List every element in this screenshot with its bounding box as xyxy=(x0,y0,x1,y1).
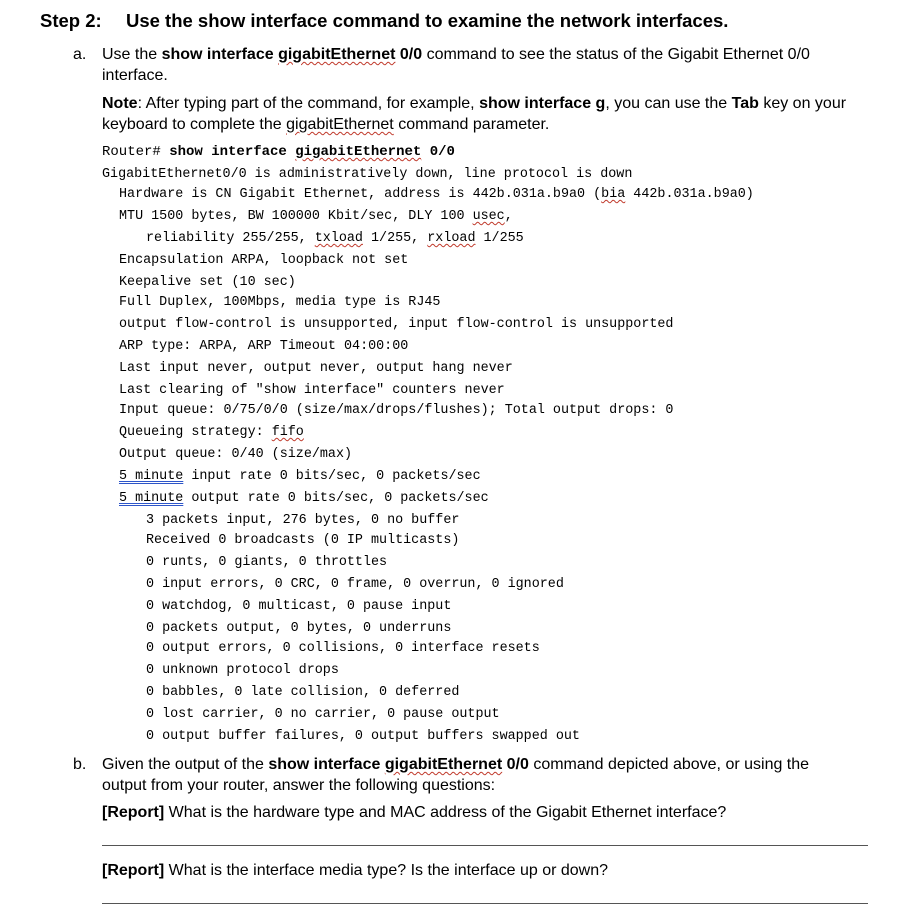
terminal-line: 3 packets input, 276 bytes, 0 no buffer xyxy=(146,513,460,528)
step-title: Use the show interface command to examine the network interfaces. xyxy=(125,10,729,31)
terminal-line: Last input never, output never, output hang never xyxy=(119,361,513,376)
terminal-line: 0 watchdog, 0 multicast, 0 pause input xyxy=(146,599,452,614)
report-tag: [Report] xyxy=(102,862,165,879)
note-label: Note xyxy=(102,95,138,112)
terminal-line: Encapsulation ARPA, loopback not set xyxy=(119,253,409,268)
report-tag: [Report] xyxy=(102,804,165,821)
terminal-line: ARP type: ARPA, ARP Timeout 04:00:00 xyxy=(119,339,409,354)
terminal-line: output flow-control is unsupported, input flow-control is unsupported xyxy=(119,317,674,332)
terminal-line: 0 unknown protocol drops xyxy=(146,663,339,678)
terminal-line: Received 0 broadcasts (0 IP multicasts) xyxy=(146,533,460,548)
terminal-line: 5 minute input rate 0 bits/sec, 0 packets/sec xyxy=(119,469,481,484)
terminal-line: 0 lost carrier, 0 no carrier, 0 pause output xyxy=(146,707,500,722)
part-b-marker: b. xyxy=(73,756,87,773)
inline-command-param: gigabitEthernet xyxy=(278,46,396,63)
report-question-2: [Report] What is the interface media type? Is the interface up or down? xyxy=(102,862,609,879)
answer-line-2[interactable] xyxy=(102,903,868,904)
terminal-line: MTU 1500 bytes, BW 100000 Kbit/sec, DLY 100 usec, xyxy=(119,209,513,224)
answer-line-1[interactable] xyxy=(102,845,868,846)
terminal-line: 0 input errors, 0 CRC, 0 frame, 0 overrun, 0 ignored xyxy=(146,577,564,592)
terminal-line: Last clearing of "show interface" counters never xyxy=(119,383,505,398)
terminal-line: Hardware is CN Gigabit Ethernet, address is 442b.031a.b9a0 (bia 442b.031a.b9a0) xyxy=(119,187,754,202)
terminal-line: 5 minute output rate 0 bits/sec, 0 packets/sec xyxy=(119,491,489,506)
part-a-marker: a. xyxy=(73,46,87,63)
report-question-1: [Report] What is the hardware type and MAC address of the Gigabit Ethernet interface? xyxy=(102,804,727,821)
terminal-line: Keepalive set (10 sec) xyxy=(119,275,296,290)
terminal-line: Queueing strategy: fifo xyxy=(119,425,304,440)
step-label: Step 2: xyxy=(40,10,102,31)
terminal-line: 0 babbles, 0 late collision, 0 deferred xyxy=(146,685,460,700)
terminal-line: 0 packets output, 0 bytes, 0 underruns xyxy=(146,621,452,636)
terminal-prompt: Router# xyxy=(102,144,161,160)
part-a-line-2: interface. xyxy=(102,67,168,84)
note-line-2: keyboard to complete the gigabitEthernet command parameter. xyxy=(102,116,550,133)
terminal-line: 0 output buffer failures, 0 output buffers swapped out xyxy=(146,729,580,744)
note-line-1: Note: After typing part of the command, for example, show interface g, you can use the Tab key on your xyxy=(102,95,847,112)
part-b-line-1: Given the output of the show interface gigabitEthernet 0/0 command depicted above, or using the xyxy=(102,756,810,773)
terminal-line: reliability 255/255, txload 1/255, rxload 1/255 xyxy=(146,231,524,246)
part-a-line-1: Use the show interface gigabitEthernet 0/0 command to see the status of the Gigabit Ethernet 0/0 xyxy=(102,46,810,63)
terminal-line: 0 output errors, 0 collisions, 0 interface resets xyxy=(146,641,540,656)
terminal-line: Full Duplex, 100Mbps, media type is RJ45 xyxy=(119,295,441,310)
terminal-line: 0 runts, 0 giants, 0 throttles xyxy=(146,555,388,570)
terminal-command-line: Router# show interface gigabitEthernet 0/0 xyxy=(102,144,455,160)
inline-command: show interface xyxy=(161,46,274,63)
terminal-line: Output queue: 0/40 (size/max) xyxy=(119,447,353,462)
terminal-line: Input queue: 0/75/0/0 (size/max/drops/flushes); Total output drops: 0 xyxy=(119,403,674,418)
terminal-line: GigabitEthernet0/0 is administratively down, line protocol is down xyxy=(102,167,633,182)
part-b-line-2: output from your router, answer the following questions: xyxy=(102,777,496,794)
step-heading xyxy=(40,10,728,32)
